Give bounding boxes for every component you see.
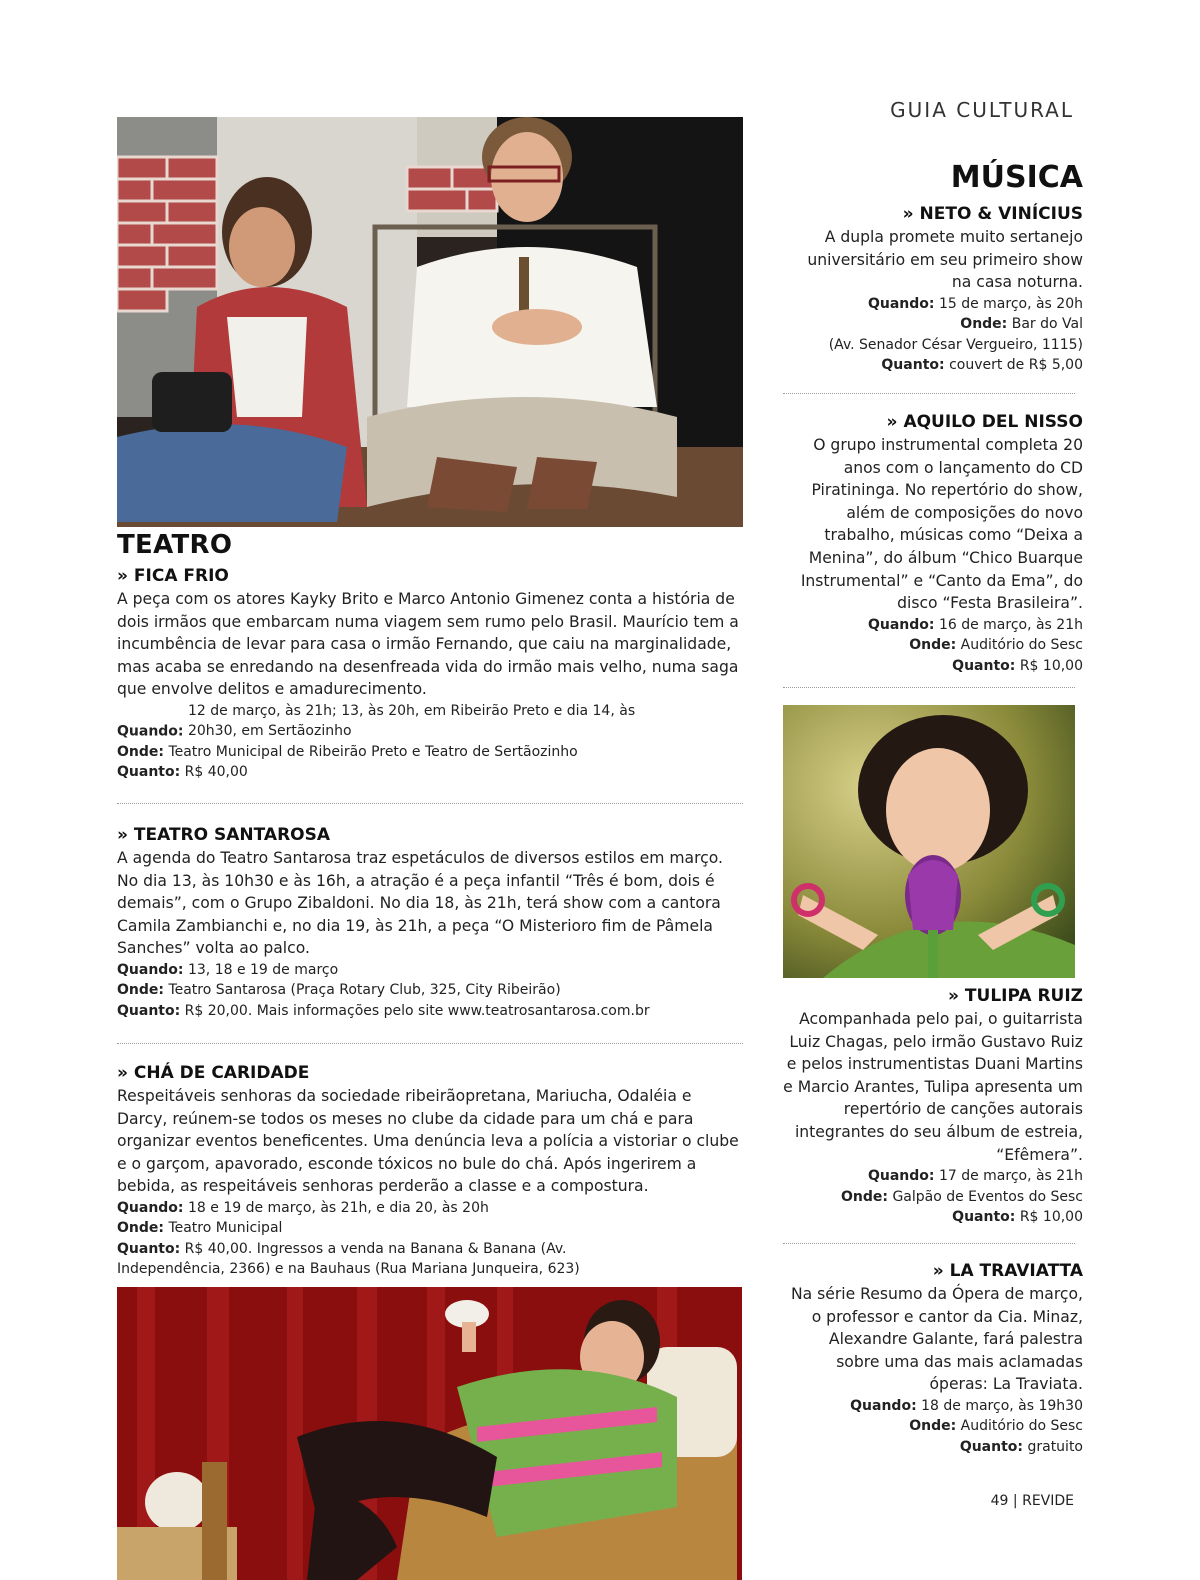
item-title: » NETO & VINÍCIUS <box>902 204 1083 224</box>
item-quando: Quando: 13, 18 e 19 de março <box>117 961 339 978</box>
item-onde: Onde: Auditório do Sesc <box>909 1418 1083 1435</box>
footer-separator: | <box>1012 1493 1018 1509</box>
item-quando: Quando: 12 de março, às 21h; 13, às 20h, em Ribeirão Preto e dia 14, às 20h30, em Sertãozinho <box>117 702 636 740</box>
item-body: A peça com os atores Kayky Brito e Marco Antonio Gimenez conta a história de dois irmãos que embarcam numa viagem sem rumo pelo Brasil. Maurício tem a incumbência de levar para casa o irmão Fernando, que caiu na marginalidade, mas acaba se enredando na desenfreada vida do irmão mais velho, numa saga que envolve delitos e amadurecimento. <box>117 590 739 699</box>
item-title: » TULIPA RUIZ <box>948 986 1083 1006</box>
divider <box>117 803 743 804</box>
photo-tulipa-ruiz <box>783 705 1075 978</box>
item-body: Respeitáveis senhoras da sociedade ribeirãopretana, Mariucha, Odaléia e Darcy, reúnem-se todos os meses no clube da cidade para um chá e para organizar eventos beneficentes. Uma denúncia leva a polícia a vistoriar o clube e o garçom, apavorado, esconde tóxicos no bule do chá. Após ingerirem a bebida, as respeitáveis senhoras perderão a classe e a compostura. <box>117 1087 739 1196</box>
item-quanto: Quanto: R$ 40,00 <box>117 764 248 781</box>
divider <box>117 1043 743 1044</box>
item-title: » AQUILO DEL NISSO <box>886 412 1083 432</box>
item-quanto: Quanto: couvert de R$ 5,00 <box>881 357 1083 374</box>
teatro-section <box>117 530 745 560</box>
item-onde: Onde: Bar do Val <box>960 316 1083 333</box>
item-title: » CHÁ DE CARIDADE <box>117 1063 310 1083</box>
item-onde: Onde: Galpão de Eventos do Sesc <box>841 1188 1083 1205</box>
musica-item-neto-vinicius <box>783 204 1083 376</box>
item-title: » TEATRO SANTAROSA <box>117 825 331 845</box>
photo-cha-de-caridade <box>117 1287 742 1580</box>
item-onde: Onde: Auditório do Sesc <box>909 637 1083 654</box>
item-onde: Onde: Teatro Santarosa (Praça Rotary Club, 325, City Ribeirão) <box>117 982 561 999</box>
guide-label: GUIA CULTURAL <box>890 98 1074 122</box>
item-title: » LA TRAVIATTA <box>932 1261 1083 1281</box>
teatro-item-fica-frio <box>117 566 745 783</box>
divider <box>783 1243 1075 1244</box>
item-body: Acompanhada pelo pai, o guitarrista Luiz Chagas, pelo irmão Gustavo Ruiz e pelos instrumentistas Duani Martins e Marcio Arantes, Tulipa apresenta um repertório de canções autorais integrantes do seu álbum de estreia, “Efêmera”. <box>783 1010 1083 1164</box>
item-onde: Onde: Teatro Municipal <box>117 1220 283 1237</box>
item-quanto: Quanto: R$ 20,00. Mais informações pelo site www.teatrosantarosa.com.br <box>117 1002 650 1019</box>
divider <box>783 687 1075 688</box>
item-onde: Onde: Teatro Municipal de Ribeirão Preto e Teatro de Sertãozinho <box>117 743 578 760</box>
musica-item-la-traviatta <box>783 1261 1083 1457</box>
musica-item-tulipa-ruiz <box>783 986 1083 1228</box>
musica-item-aquilo-del-nisso <box>783 412 1083 676</box>
item-body: O grupo instrumental completa 20 anos com o lançamento do CD Piratininga. No repertório do show, além de composições do novo trabalho, músicas como “Deixa a Menina”, do álbum “Chico Buarque Instrumental” e “Canto da Ema”, do disco “Festa Brasileira”. <box>800 436 1083 613</box>
item-quando: Quando: 18 de março, às 19h30 <box>850 1397 1083 1414</box>
teatro-item-santarosa <box>117 825 745 1021</box>
item-quando: Quando: 17 de março, às 21h <box>867 1168 1083 1185</box>
item-body: A agenda do Teatro Santarosa traz espetáculos de diversos estilos em março. No dia 13, às 10h30 e às 16h, a atração é a peça infantil “Três é bom, dois é demais”, com o Grupo Zibaldoni. No dia 18, às 21h, terá show com a cantora Camila Zambianchi e, no dia 19, às 21h, a peça “O Misterioro fim de Pâmela Sanches” volta ao palco. <box>117 849 723 958</box>
item-quanto: Quanto: gratuito <box>959 1438 1083 1455</box>
item-body: A dupla promete muito sertanejo universitário em seu primeiro show na casa noturna. <box>807 228 1083 292</box>
page-footer <box>991 1493 1074 1509</box>
item-quando: Quando: 16 de março, às 21h <box>867 616 1083 633</box>
item-quanto: Quanto: R$ 10,00 <box>952 1209 1083 1226</box>
musica-section <box>783 160 1083 195</box>
item-title: » FICA FRIO <box>117 566 229 586</box>
item-body: Na série Resumo da Ópera de março, o professor e cantor da Cia. Minaz, Alexandre Galante, fará palestra sobre uma das mais aclamadas óperas: La Traviata. <box>790 1285 1083 1394</box>
item-quanto: Quanto: R$ 10,00 <box>952 657 1083 674</box>
divider <box>783 393 1075 394</box>
page-number: 49 <box>990 1493 1009 1509</box>
section-title-teatro: TEATRO <box>117 530 233 560</box>
item-quanto: Quanto: R$ 40,00. Ingressos a venda na Banana & Banana (Av. Independência, 2366) e na Bauhaus (Rua Mariana Junqueira, 623) <box>117 1240 580 1278</box>
section-title-musica: MÚSICA <box>950 160 1083 195</box>
magazine-name: REVIDE <box>1022 1493 1074 1509</box>
teatro-item-cha-de-caridade <box>117 1063 745 1280</box>
item-quando: Quando: 15 de março, às 20h <box>867 295 1083 312</box>
item-quando: Quando: 18 e 19 de março, às 21h, e dia 20, às 20h <box>117 1199 489 1216</box>
item-onde-address: (Av. Senador César Vergueiro, 1115) <box>828 336 1083 353</box>
photo-fica-frio <box>117 117 743 527</box>
